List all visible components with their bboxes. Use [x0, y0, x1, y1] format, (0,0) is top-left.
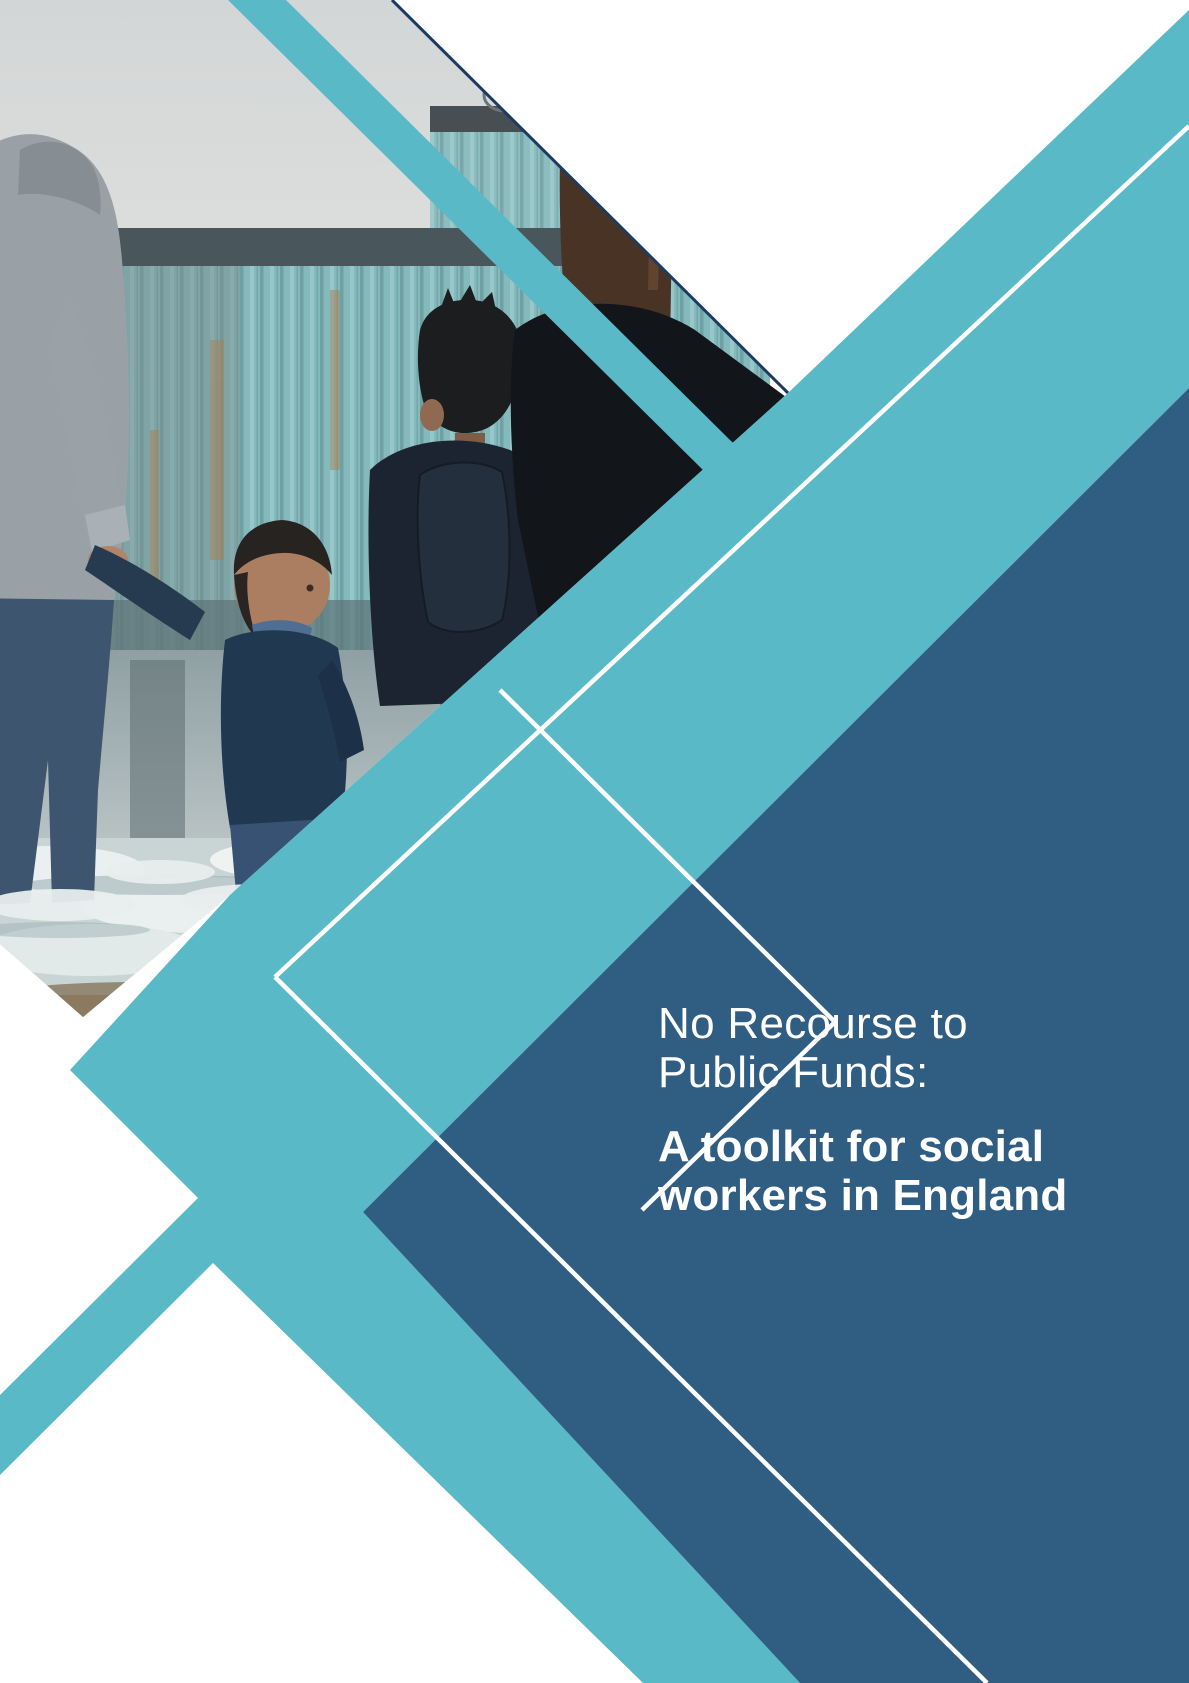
document-title — [658, 999, 1118, 1097]
subtitle-line-2: workers in England — [658, 1171, 1068, 1220]
title-line-2: Public Funds: — [658, 1048, 929, 1097]
document-subtitle — [658, 1122, 1118, 1220]
title-line-1: No Recourse to — [658, 999, 968, 1048]
title-block — [658, 999, 1118, 1220]
subtitle-line-1: A toolkit for social — [658, 1122, 1045, 1171]
